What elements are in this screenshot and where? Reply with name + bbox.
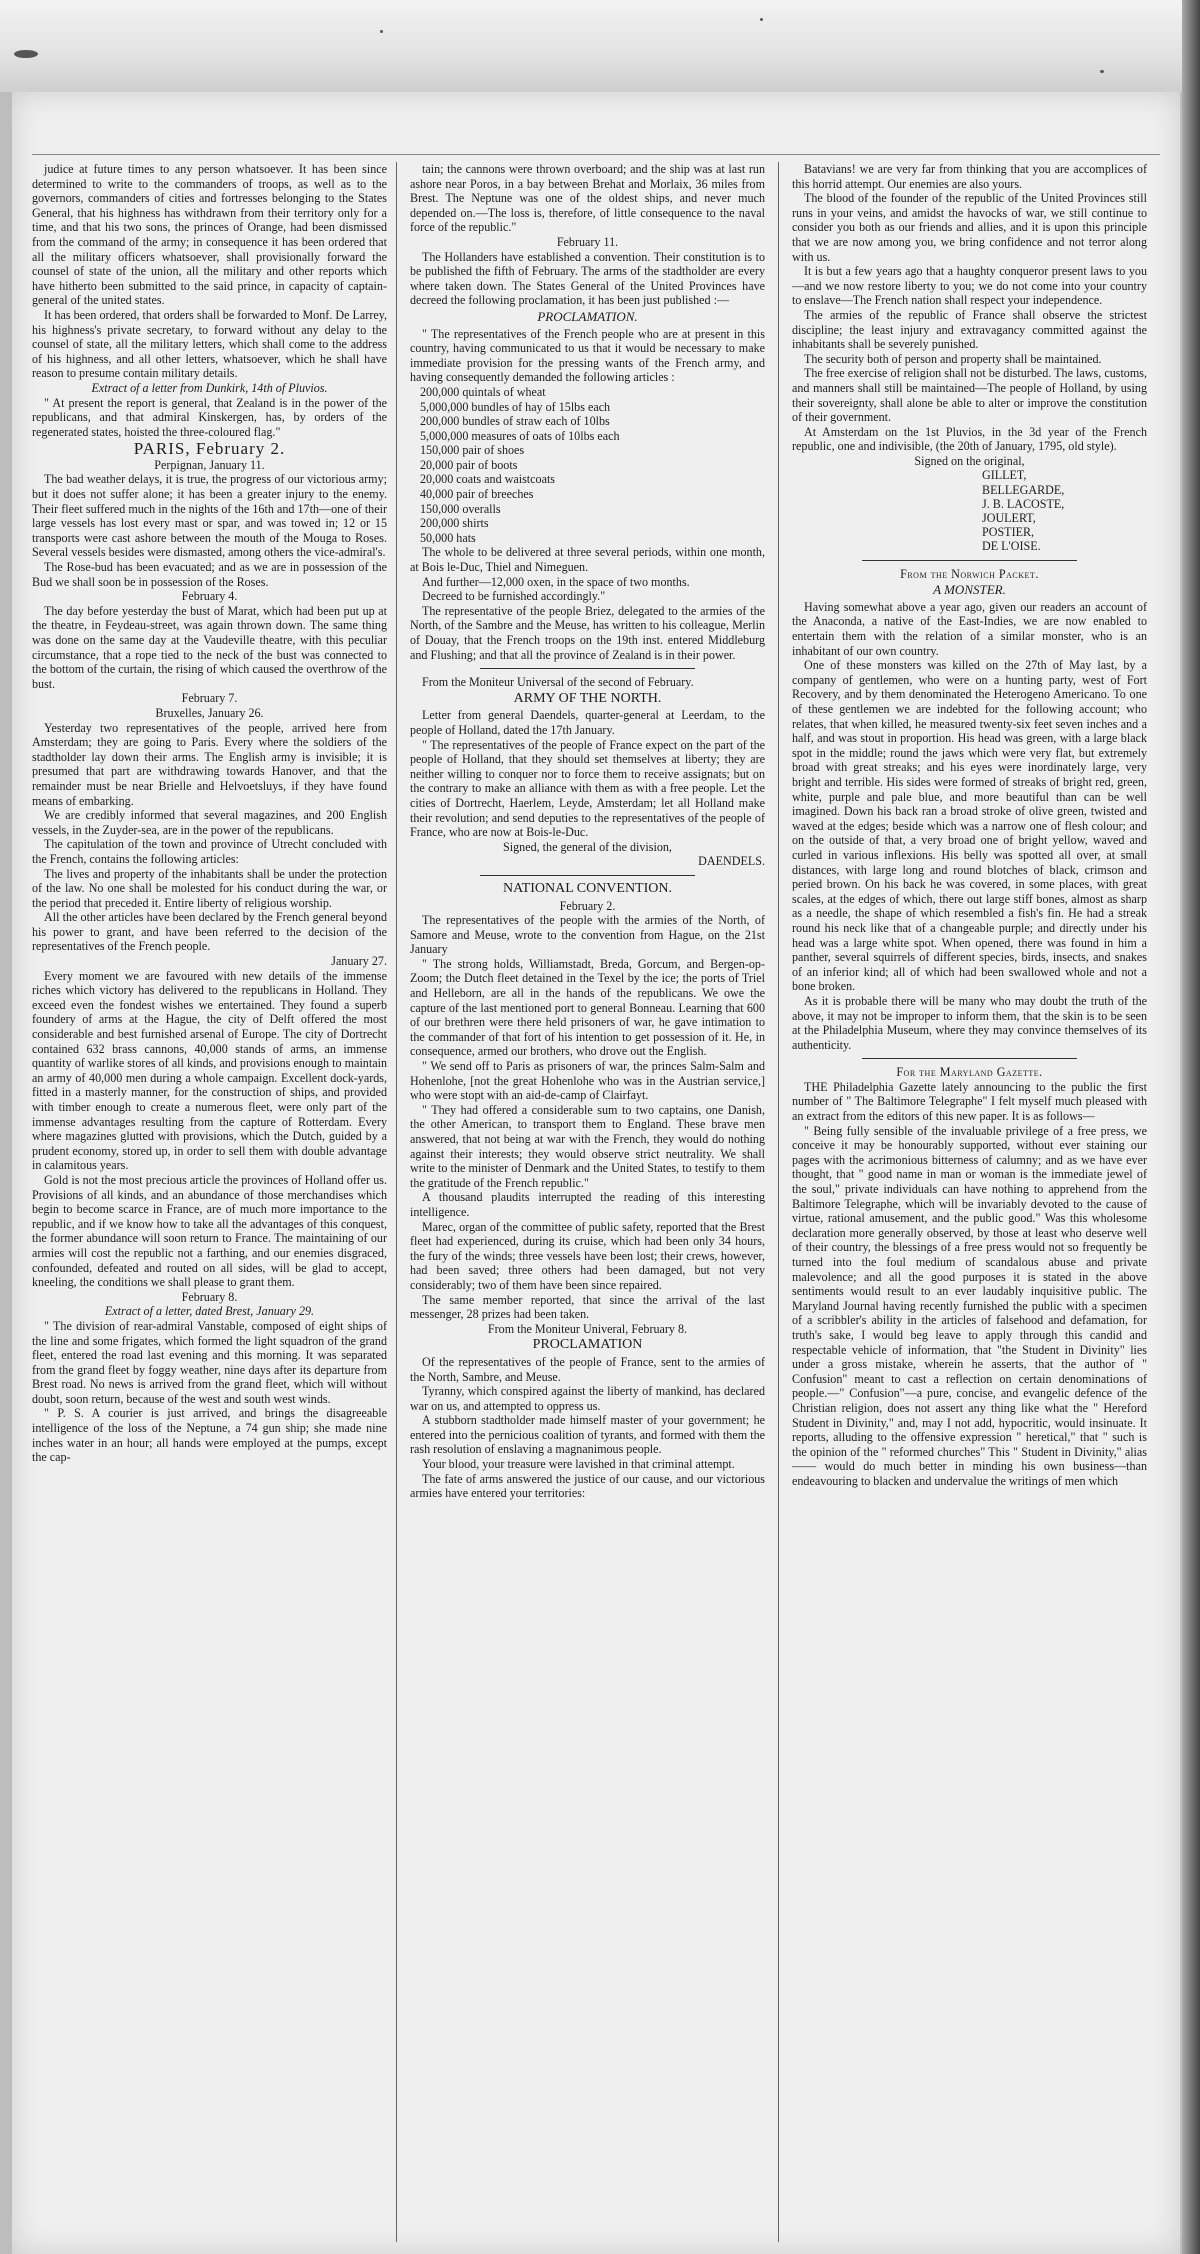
top-rule	[32, 154, 1160, 155]
section-heading-paris: PARIS, February 2.	[133, 439, 286, 459]
paragraph: The bad weather delays, it is true, the progress of our victorious army; but it does not suffer alone; it has been a greater injury to the enemy. Their fleet suffered much in the nights of the 16th and 17th—one of their large vessels has lost every mast or spar, and was towed in; 12 or 15 transports were cast ashore between the mouth of the Mouga to Roses. Several vessels besides were dismasted, among others the vice-admiral's.	[32, 472, 387, 560]
top-margin	[0, 0, 1200, 92]
column-2	[410, 162, 765, 2247]
column-1	[32, 162, 387, 2247]
dateline: February 2.	[559, 898, 616, 913]
paragraph: The blood of the founder of the republic of the United Provinces still runs in your veins, and amidst the havocks of war, we still continue to consider you both as our friends and allies, and it is upon this principle that we are now among you, we bring confidence and not terror along with us.	[792, 191, 1147, 264]
paragraph: " P. S. A courier is just arrived, and brings the disagreeable intelligence of the loss of the Neptune, a 74 gun ship; she made nine inches water in an hour; all hands were employed at the pumps, except the cap-	[32, 1406, 387, 1465]
ink-speck	[1100, 70, 1104, 73]
paragraph: The representative of the people Briez, delegated to the armies of the North, of the Sambre and the Meuse, has written to his colleague, Merlin of Douay, that the French troops on the 19th inst. entered Middleburg and Flushing; and that all the province of Zealand is in their power.	[410, 603, 765, 662]
paragraph: The free exercise of religion shall not be disturbed. The laws, customs, and manners shall still be maintained—The people of Holland, by using their sovereignty, shall alone be able to alter or improve the constitution of their government.	[792, 366, 1147, 425]
paragraph: The whole to be delivered at three several periods, within one month, at Bois le-Duc, Thiel and Nimeguen.	[410, 545, 765, 575]
source-line: From the Moniteur Univeral, February 8.	[487, 1321, 688, 1336]
source-line: From the Moniteur Universal of the second of February.	[422, 675, 694, 690]
paragraph: judice at future times to any person whatsoever. It has been since determined to write to the commanders of troops, as well as to the governors, commanders of cities and fortresses belonging to the States General, that his highness has withdrawn from their territory only for a time, and that his two sons, the princes of Orange, had been dismissed from the command of the army; in consequence it has been ordered that all the military officers whatsoever, shall provisionally forward the counsel of state of the union, all the military and other reports which have hitherto been submitted to the said prince, in capacity of captain-general of the united states.	[32, 162, 387, 308]
dateline: Perpignan, January 11.	[154, 457, 265, 472]
paragraph: As it is probable there will be many who may doubt the truth of the above, it may not be improper to inform them, that the skin is to be seen at the Philadelphia Museum, where they may convince themselves of its authenticity.	[792, 993, 1147, 1052]
paragraph: Gold is not the most precious article the provinces of Holland offer us. Provisions of all kinds, and an abundance of those merchandises which begin to become scarce in France, are of much more importance to the republic, and if we know how to take all the advantages of this conquest, the former abundance will soon return to France. The maintaining of our armies will cost the republic not a farthing, and our enemies disgraced, confounded, defeated and routed on all sides, will be glad to accept, kneeling, the conditions we shall please to grant them.	[32, 1172, 387, 1290]
paragraph: Marec, organ of the committee of public safety, reported that the Brest fleet had experienced, during its cruise, which had been only 34 hours, the fury of the winds; three vessels have been lost; their crews, however, had been saved; three others had been damaged, but not very considerably; two of them have been since repaired.	[410, 1219, 765, 1292]
list-item: 200,000 shirts	[420, 516, 489, 531]
section-rule	[480, 875, 695, 876]
paragraph: " The representatives of the people of France expect on the part of the people of Holland, that they should set themselves at liberty; they are neither willing to conquer nor to force them to receive assignats; but on the contrary to make an alliance with them as with a free people. Let the cities of Dortrecht, Haerlem, Leyde, Amsterdam; let all Holland make their revolution; and send deputies to the representatives of the people of France, who are now at Bois-le-Duc.	[410, 737, 765, 840]
signature-name: DAENDELS.	[698, 854, 765, 869]
extract-heading: Extract of a letter from Dunkirk, 14th of Pluvios.	[91, 380, 328, 395]
paragraph: tain; the cannons were thrown overboard; and the ship was at last run ashore near Poros, in a bay between Brehat and Morlaix, 36 miles from Brest. The Neptune was one of the oldest ships, and never much depended on.—The loss is, therefore, of little consequence to the naval force of the republic."	[410, 162, 765, 235]
paragraph: One of these monsters was killed on the 27th of May last, by a company of gentlemen, who were on a hunting party, west of Fort Recovery, and by them denominated the Heterogeno Americano. To one of these gentlemen we are indebted for the following account; who relates, that when killed, he measured twenty-six feet seven inches and a half, and was stout in proportion. His head was green, with a large black spot in the middle; round the jaws which were very flat, but extremely broad with great streaks; and his eyes were inordinately large, very bright and terrible. His sides were formed of streaks of bright red, green, white, purple and pale blue, and more beautiful than can be well imagined. Down his back ran a broad stroke of olive green, twisted and waved at the edges; beside which was a narrow one of flesh colour; and on the outside of that, a very broad one of bright yellow, waved and curled in various inflexions. His belly was spotted all over, at small distances, with large long and round blotches of black, crimson and peried brown. On his back he was covered, in some places, with great scales, at the edges of which, there out large stiff bones, almost as sharp as a needle, the shape of which resembled a fish's fin. He had a streak round his neck like that of a changeable purple; and directly under his head was a large white spot. When opened, there was found in him a panther, several squirrels of different species, birds, insects, and snakes of an inferior kind; all of which had been swallowed whole and not a bone broken.	[792, 658, 1147, 994]
list-item: 5,000,000 bundles of hay of 15lbs each	[420, 399, 611, 414]
extract-heading: Extract of a letter, dated Brest, January 29.	[104, 1304, 315, 1319]
list-item: 50,000 hats	[420, 530, 476, 545]
paragraph: A stubborn stadtholder made himself master of your government; he entered into the pernicious coalition of tyrants, and formed with them the rash resolution of enslaving a magnanimous people.	[410, 1413, 765, 1457]
paragraph: The security both of person and property shall be maintained.	[804, 351, 1102, 366]
paragraph: " We send off to Paris as prisoners of war, the princes Salm-Salm and Hohenlohe, [not the great Hohenlohe who was in the Austrian service,] who were stopt with an aid-de-camp of Clairfayt.	[410, 1059, 765, 1103]
paragraph: THE Philadelphia Gazette lately announcing to the public the first number of " The Baltimore Telegraphe" I felt myself much pleased with an extract from the editors of this new paper. It is as follows—	[792, 1079, 1147, 1124]
signature-line: Signed, the general of the division,	[503, 839, 672, 854]
page-edge-shadow	[1182, 0, 1200, 2254]
paragraph: A thousand plaudits interrupted the reading of this interesting intelligence.	[410, 1190, 765, 1219]
list-item: 200,000 quintals of wheat	[420, 384, 546, 399]
paragraph: The fate of arms answered the justice of our cause, and our victorious armies have entered your territories:	[410, 1471, 765, 1501]
paragraph: " The representatives of the French people who are at present in this country, having communicated to us that it would be necessary to make immediate provision for the pressing wants of the French army, and having consequently demanded the following articles :	[410, 326, 765, 385]
dateline: February 4.	[181, 589, 238, 604]
section-rule	[862, 560, 1077, 561]
paragraph: Letter from general Daendels, quarter-general at Leerdam, to the people of Holland, dated the 17th January.	[410, 708, 765, 737]
column-3	[792, 162, 1147, 2247]
section-rule	[480, 668, 695, 669]
proclamation-heading: PROCLAMATION.	[537, 308, 638, 324]
signature-name: GILLET,	[982, 468, 1027, 483]
dateline: February 7.	[181, 691, 238, 706]
paragraph: It has been ordered, that orders shall be forwarded to Monf. De Larrey, his highness's private secretary, to forward without any delay to the counsel of state, all the military letters, which shall come to the address of his highness, and all other letters, whatsoever, which he shall have reason to presume contain military details.	[32, 307, 387, 381]
column-divider	[778, 162, 779, 2242]
supply-list	[410, 385, 765, 546]
paragraph: The same member reported, that since the arrival of the last messenger, 28 prizes had been taken.	[410, 1292, 765, 1322]
paragraph: " They had offered a considerable sum to two captains, one Danish, the other American, to transport them to England. These brave men answered, that not being at war with the French, they would do nothing against their interests; they would observe strict neutrality. We shall write to the minister of Denmark and the United States, to testify to them the gratitude of the French republic."	[410, 1102, 765, 1190]
paragraph: It is but a few years ago that a haughty conqueror present laws to you—and we now restore liberty to you; we do not come into your country to enslave—The French nation shall respect your independence.	[792, 264, 1147, 308]
ink-speck	[760, 18, 763, 21]
paragraph: Your blood, your treasure were lavished in that criminal attempt.	[422, 1457, 735, 1472]
dateline: Bruxelles, January 26.	[155, 705, 264, 720]
paragraph: At Amsterdam on the 1st Pluvios, in the 3d year of the French republic, one and indivisible, (the 20th of January, 1795, old style).	[792, 424, 1147, 454]
paragraph: All the other articles have been declared by the French general beyond his power to grant, and have been referred to the decision of the representatives of the French people.	[32, 910, 387, 954]
paragraph: " The division of rear-admiral Vanstable, composed of eight ships of the line and some frigates, which formed the light squadron of the grand fleet, entered the road last evening and this morning. It was separated from the grand fleet by foggy weather, nine days after its departure from Brest road. No news is arrived from the grand fleet, which will without doubt, soon return, because of the west and south west winds.	[32, 1318, 387, 1406]
newspaper-page	[12, 92, 1180, 2254]
signature-name: BELLEGARDE,	[982, 482, 1065, 497]
section-heading-army: ARMY OF THE NORTH.	[513, 690, 662, 706]
article-heading-monster: A MONSTER.	[933, 582, 1006, 598]
signature-line: Signed on the original,	[914, 453, 1025, 468]
column-divider	[396, 162, 397, 2242]
paragraph: Yesterday two representatives of the people, arrived here from Amsterdam; they are going to Paris. Every where the soldiers of the stadtholder lay down their arms. The English army is invisible; it is presumed that part are withdrawing towards Hanover, and that the remainder must be near Brielle and Helvoetsluys, if they have found means of embarking.	[32, 720, 387, 808]
paragraph: Every moment we are favoured with new details of the immense riches which victory has delivered to the republicans in Holland. They exceed even the fondest wishes we entertained. They found a superb foundery of arms at the Hague, the city of Delft offered the most considerable and best furnished arsenal of Europe. The city of Dortrecht contained 632 brass cannons, 40,000 stands of arms, an immense quantity of warlike stores of all kinds, and provisions enough to maintain an army of 40,000 men during a whole campaign. Excellent dock-yards, fitted in a masterly manner, for the construction of ships, and provided with timber enough to create a numerous fleet, were only part of the immense advantages resulting from the capture of Rotterdam. Every where magazines glutted with provisions, which the Dutch, guided by a prudent economy, stored up, in order to sell them with double advantage in calamitous years.	[32, 968, 387, 1173]
paragraph: Decreed to be furnished accordingly."	[422, 589, 606, 604]
paragraph: The representatives of the people with the armies of the North, of Samore and Meuse, wrote to the convention from Hague, on the 21st January	[410, 913, 765, 957]
section-heading-convention: NATIONAL CONVENTION.	[502, 880, 672, 896]
paragraph: Tyranny, which conspired against the liberty of mankind, has declared war on us, and attempted to oppress us.	[410, 1384, 765, 1413]
source-line: From the Norwich Packet.	[900, 566, 1039, 581]
list-item: 20,000 pair of boots	[420, 457, 518, 472]
list-item: 20,000 coats and waistcoats	[420, 472, 556, 487]
dateline: January 27.	[331, 954, 387, 969]
paragraph: The lives and property of the inhabitants shall be under the protection of the law. No one shall be molested for his conduct during the war, or the period that preceded it. Entire liberty of religious worship.	[32, 866, 387, 910]
list-item: 150,000 pair of shoes	[420, 443, 525, 458]
section-rule	[862, 1058, 1077, 1059]
paragraph: We are credibly informed that several magazines, and 200 English vessels, in the Zuyder-sea, are in the power of the republicans.	[32, 808, 387, 837]
signature-name: DE L'OISE.	[982, 539, 1041, 554]
list-item: 200,000 bundles of straw each of 10lbs	[420, 414, 610, 429]
dateline: February 11.	[556, 234, 619, 249]
paragraph: The capitulation of the town and province of Utrecht concluded with the French, contains the following articles:	[32, 837, 387, 866]
list-item: 150,000 overalls	[420, 501, 501, 516]
ink-blot	[14, 50, 38, 58]
paragraph: The day before yesterday the bust of Marat, which had been put up at the theatre, in Feydeau-street, was again thrown down. The same thing was done on the same day at the Vaudeville theatre, with this peculiar circumstance, that a rope tied to the neck of the bust was connected to the bottom of the curtain, the rising of which caused the overthrow of the bust.	[32, 603, 387, 691]
paragraph: The Hollanders have established a convention. Their constitution is to be published the fifth of February. The arms of the stadtholder are every where taken down. The States General of the United Provinces have decreed the following proclamation, it has been just published :—	[410, 249, 765, 308]
paragraph: " The strong holds, Williamstadt, Breda, Gorcum, and Bergen-op-Zoom; the Dutch fleet detained in the Texel by the ice; the ports of Triel and Helleborn, are all in the hands of the republicans. We owe the capture of the last mentioned port to general Bonneau. Learning that 600 of our brethren were there held prisoners of war, he gave intimation to the commander of that fort of his intention to get possession of it. He, in consequence, armed our brothers, who drove out the English.	[410, 956, 765, 1059]
paragraph: And further—12,000 oxen, in the space of two months.	[422, 574, 690, 589]
paragraph: " At present the report is general, that Zealand is in the power of the republicans, and that admiral Kinskergen, has, by orders of the regenerated states, hoisted the three-coloured flag."	[32, 395, 387, 439]
paragraph: " Being fully sensible of the invaluable privilege of a free press, we conceive it may be honourably supported, without ever staining our pages with the acrimonious bitterness of calumny; and as we have ever thought, that " good name in man or woman is the immediate jewel of the soul," private individuals can have nothing to apprehend from the Baltimore Telegraphe, which will be invariably devoted to the cause of virtue, rational amusement, and the public good." Was this wholesome declaration more generally observed, by those at least who deserve well of their country, the blessings of a free press would not so frequently be turned into the foul medium of scandalous abuse and private malevolence; and all the good purposes it is stated in the above sentiments would result to an ever laudably inquisitive public. The Maryland Journal having recently furnished the public with a specimen of a scribbler's ability in the articles of falsehood and defamation, for truth's sake, I would beg leave to apply through this candid and respectable vehicle of information, that "the Student in Divinity" lies under a gross mistake, wherein he asserts, that the author of " Confusion" meant to cast a reflection on certain denominations of people.—" Confusion"—a pure, concise, and evangelic defence of the Christian religion, does not assert any thing like what the " Hereford Student in Divinity," and, may I not add, hypocritic, would insinuate. It reports, alluding to the offensive expression " heretical," that " such is the opinion of the " reformed churches" This " Student in Divinity," alias —— would do much better in minding his own business—than endeavouring to blacken and undervalue the writings of men which	[792, 1123, 1147, 1488]
paragraph: Batavians! we are very far from thinking that you are accomplices of this horrid attempt. Our enemies are also yours.	[792, 162, 1147, 191]
paragraph: The Rose-bud has been evacuated; and as we are in possession of the Bud we shall soon be in possession of the Roses.	[32, 560, 387, 589]
signature-name: J. B. LACOSTE,	[982, 496, 1065, 511]
paragraph: Of the representatives of the people of France, sent to the armies of the North, Sambre, and Meuse.	[410, 1354, 765, 1384]
signature-name: POSTIER,	[982, 525, 1035, 540]
proclamation-heading: PROCLAMATION	[532, 1337, 643, 1353]
list-item: 40,000 pair of breeches	[420, 487, 534, 502]
dateline: February 8.	[181, 1289, 238, 1304]
list-item: 5,000,000 measures of oats of 10lbs each	[420, 428, 620, 443]
paragraph: Having somewhat above a year ago, given our readers an account of the Anaconda, a native of the East-Indies, we are now enabled to entertain them with the relation of a similar monster, who is an inhabitant of our own country.	[792, 599, 1147, 658]
ink-speck	[380, 30, 383, 33]
signature-name: JOULERT,	[982, 511, 1036, 526]
paragraph: The armies of the republic of France shall observe the strictest discipline; the least injury and extravagancy committed against the inhabitants shall be severely punished.	[792, 307, 1147, 352]
source-line: For the Maryland Gazette.	[896, 1065, 1043, 1080]
